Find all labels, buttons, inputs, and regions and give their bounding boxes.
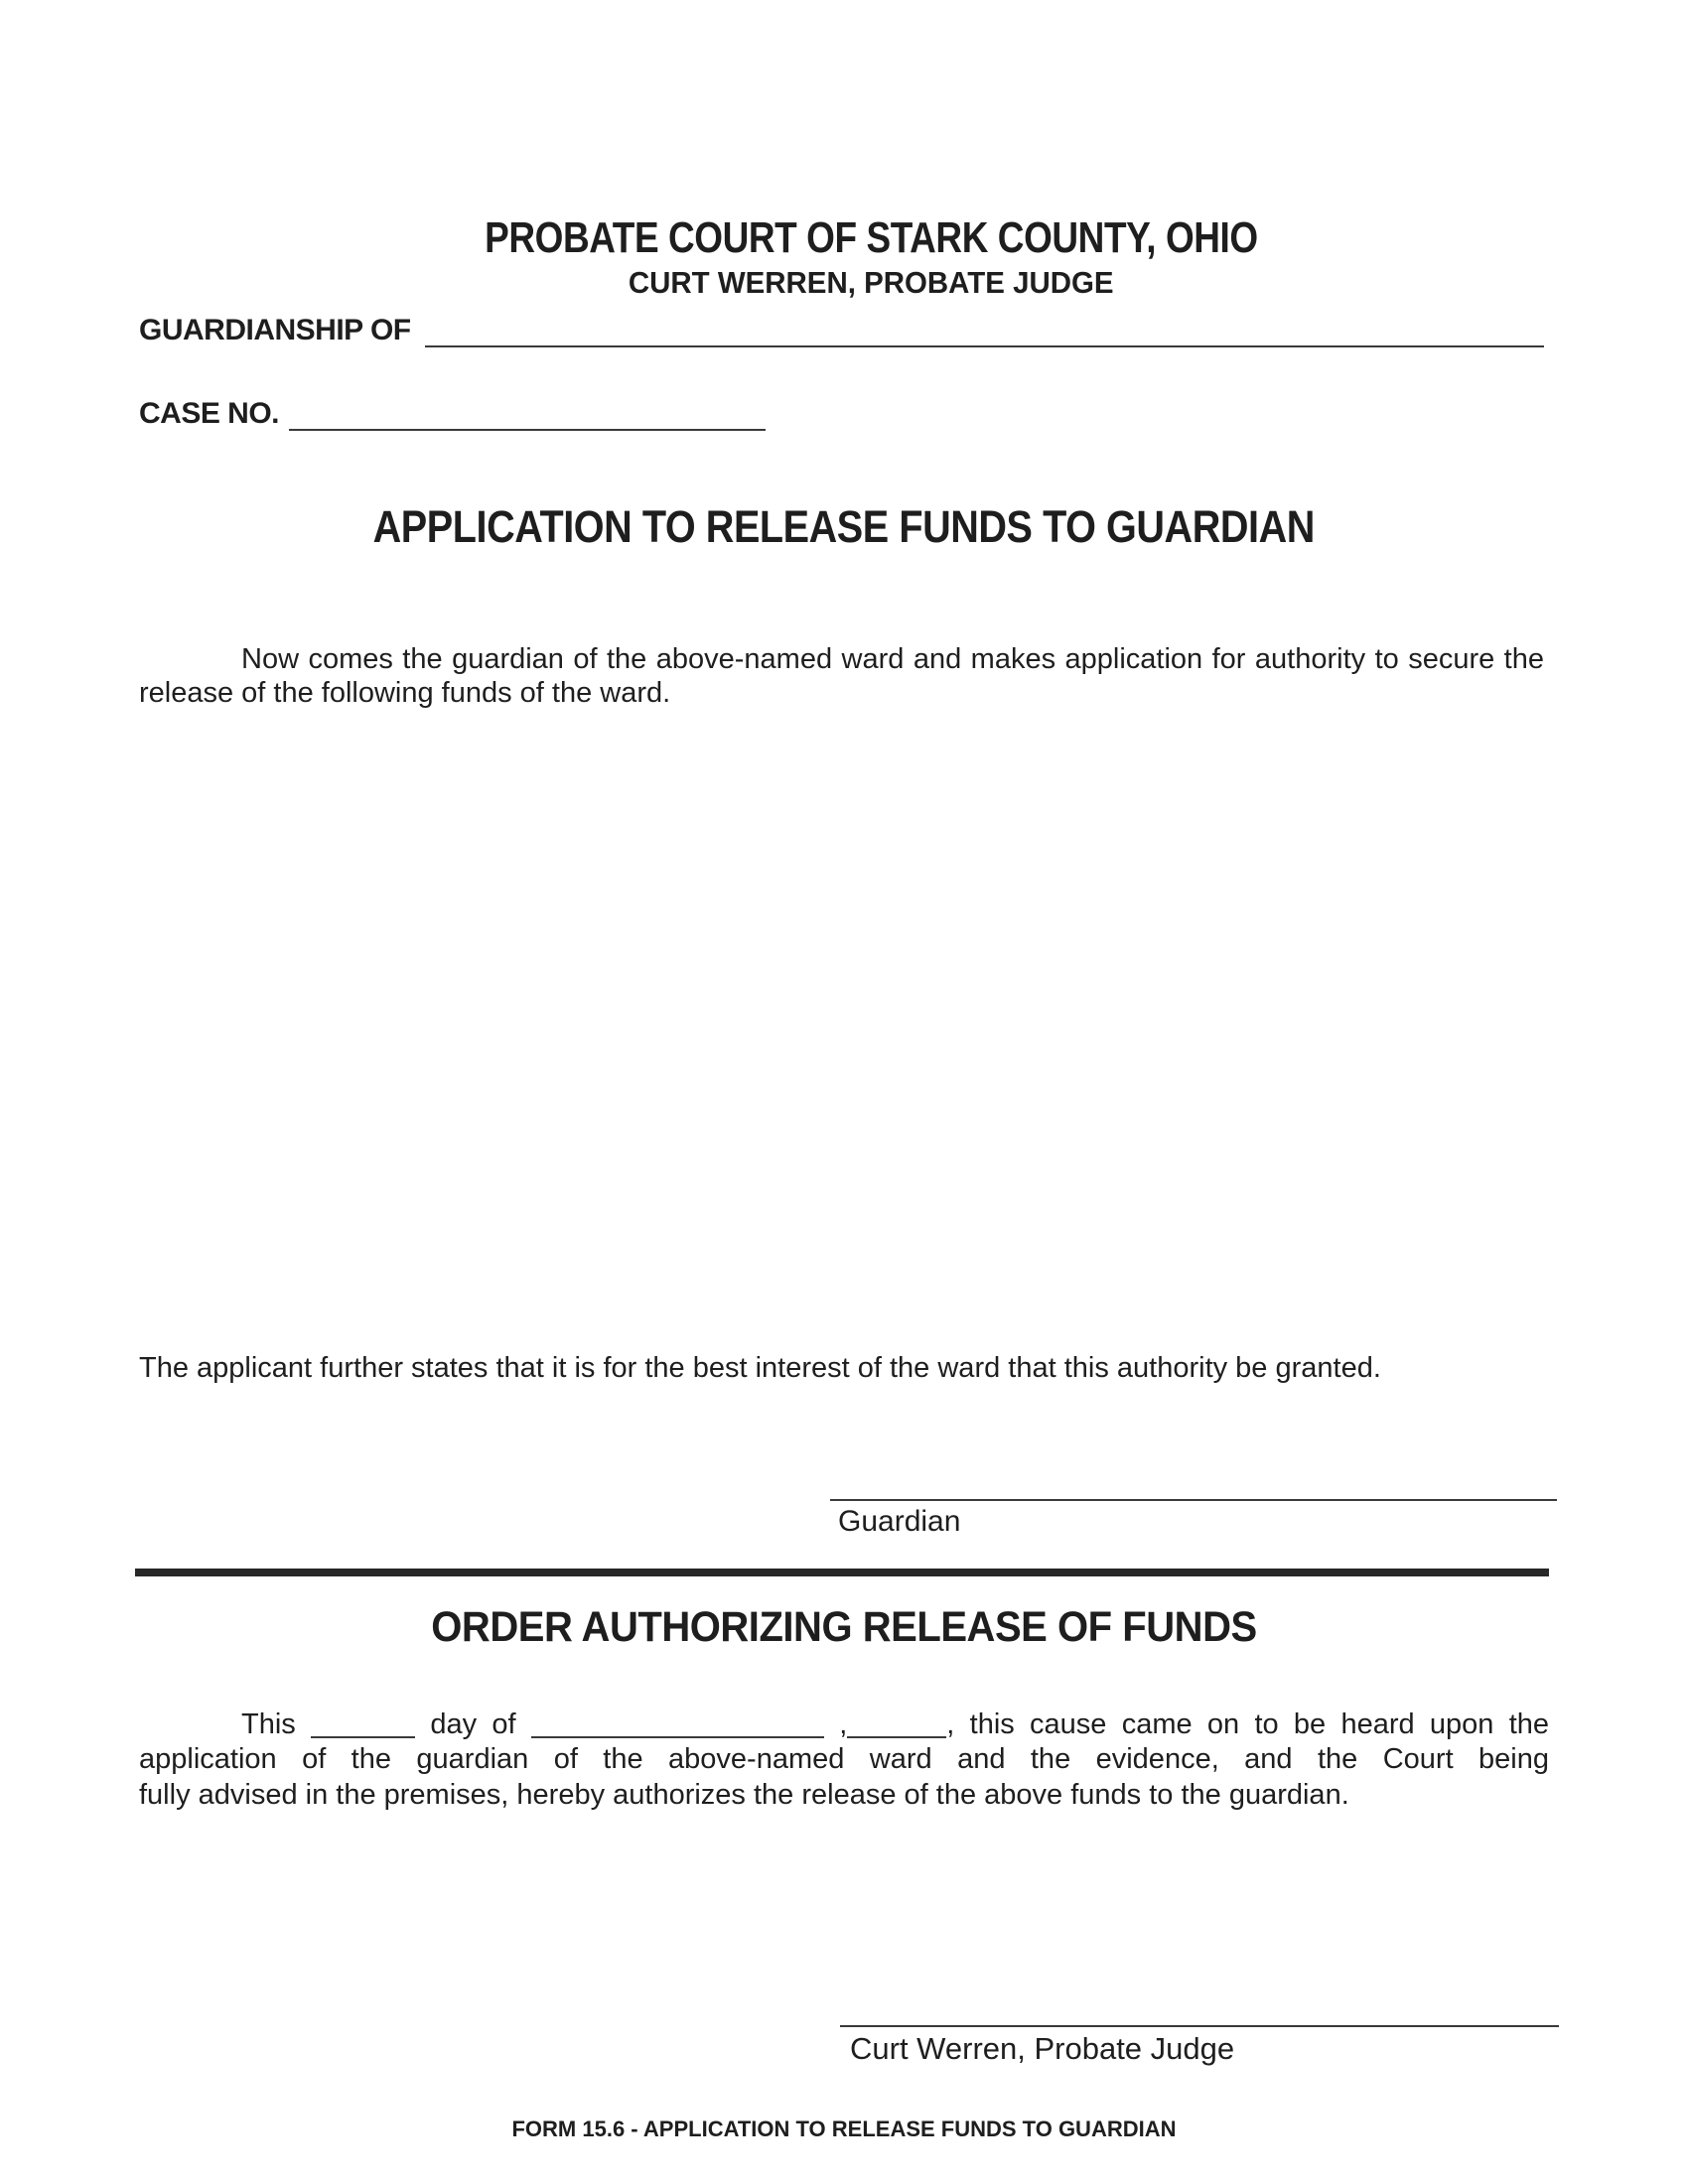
year-blank[interactable]	[847, 1707, 946, 1738]
application-intro-paragraph: Now comes the guardian of the above-named ward and makes application for authority to secure the release of the following funds of the ward.	[139, 643, 1544, 710]
court-name: PROBATE COURT OF STARK COUNTY, OHIO	[484, 213, 1258, 262]
order-this-word: This	[241, 1708, 296, 1740]
guardianship-row	[139, 308, 1544, 347]
guardian-signature-line[interactable]	[830, 1499, 1557, 1540]
order-title-wrap	[0, 1603, 1688, 1651]
application-title-wrap	[0, 501, 1688, 552]
case-number-blank[interactable]	[289, 391, 766, 431]
order-comma-1: ,	[839, 1708, 848, 1740]
order-title: ORDER AUTHORIZING RELEASE OF FUNDS	[431, 1603, 1257, 1651]
section-divider-rule	[135, 1569, 1549, 1576]
judge-signature-label: Curt Werren, Probate Judge	[850, 2031, 1235, 2066]
application-title: APPLICATION TO RELEASE FUNDS TO GUARDIAN	[372, 501, 1316, 552]
order-line-3: fully advised in the premises, hereby authorizes the release of the above funds to the guardian.	[139, 1778, 1349, 1811]
day-blank[interactable]	[311, 1707, 415, 1738]
order-line-2: application of the guardian of the above-named ward and the evidence, and the Court being	[139, 1743, 1549, 1776]
judge-signature-line[interactable]	[840, 2025, 1559, 2067]
order-comma-2: ,	[946, 1708, 955, 1740]
case-number-row	[139, 391, 766, 431]
guardianship-of-label: GUARDIANSHIP OF	[139, 313, 411, 346]
order-line-1	[139, 1707, 1549, 1742]
order-day-of-words: day of	[430, 1708, 516, 1740]
case-no-label: CASE NO.	[139, 396, 280, 430]
month-blank[interactable]	[531, 1707, 824, 1738]
court-header	[0, 213, 1688, 300]
guardianship-name-blank[interactable]	[425, 308, 1544, 347]
judge-name-header: CURT WERREN, PROBATE JUDGE	[628, 265, 1114, 300]
best-interest-statement: The applicant further states that it is for the best interest of the ward that this authority be granted.	[139, 1352, 1381, 1384]
form-number-footer: FORM 15.6 - APPLICATION TO RELEASE FUNDS TO GUARDIAN	[511, 2116, 1177, 2141]
order-paragraph	[139, 1707, 1549, 1813]
order-line-1-text: this cause came on to be heard upon the	[969, 1708, 1550, 1740]
guardian-signature-label: Guardian	[838, 1505, 961, 1538]
